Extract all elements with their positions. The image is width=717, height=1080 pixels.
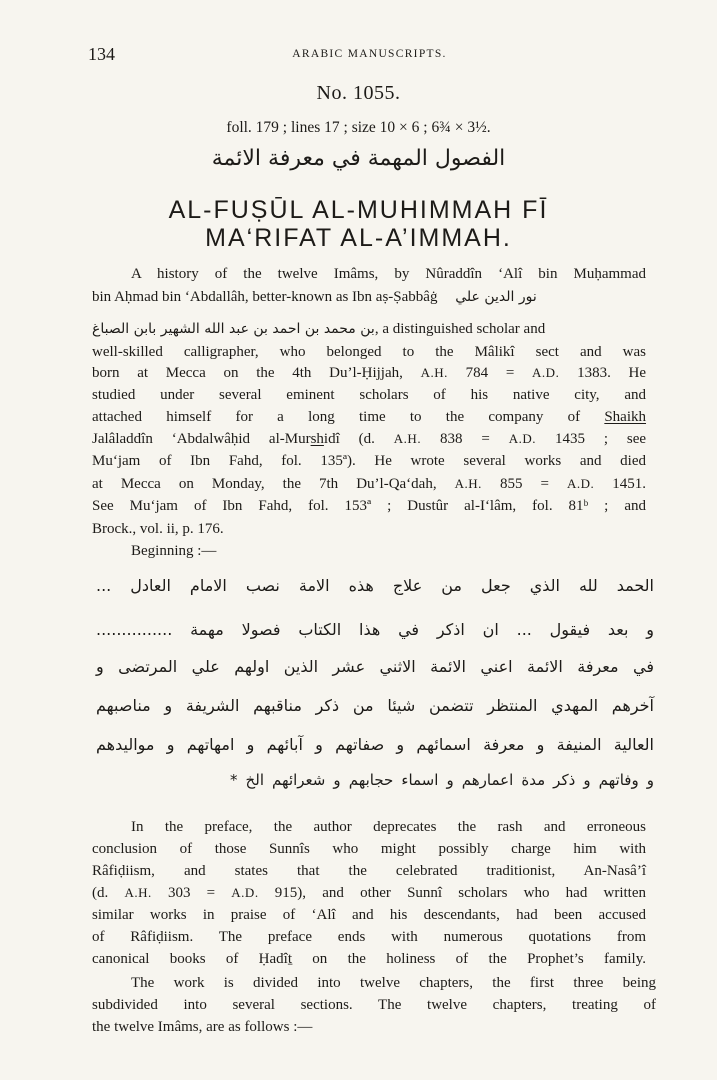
era-label: A.D. xyxy=(231,885,259,900)
arabic-title: الفصول المهمة في معرفة الائمة xyxy=(211,146,506,171)
page-number: 134 xyxy=(88,44,115,64)
era-label: A.H. xyxy=(454,476,482,491)
preface-line: In the preface, the author deprecates the rash and erroneous xyxy=(131,819,646,835)
description-text: 855 = xyxy=(499,476,549,492)
era-label: A.D. xyxy=(508,431,537,446)
description-line: A history of the twelve Imâms, by Nûraddîn ‘Alî bin Muḥammad xyxy=(131,266,646,282)
preface-line xyxy=(92,884,646,902)
description-line: See Mu‘jam of Ibn Fahd, fol. 153ª ; Dustûr al-I‘lâm, fol. 81ᵇ ; and xyxy=(92,498,646,514)
description-text: at Mecca on Monday, the 7th Du’l-Qa‘dah, xyxy=(92,476,437,492)
description-line xyxy=(92,430,646,448)
era-label: A.H. xyxy=(393,431,422,446)
description-text: idî (d. xyxy=(323,431,375,447)
running-head xyxy=(88,44,651,70)
beginning-label: Beginning :— xyxy=(131,543,217,559)
era-label: A.D. xyxy=(532,365,560,380)
description-line xyxy=(92,475,646,493)
collation: foll. 179 ; lines 17 ; size 10 × 6 ; 6¾ × 3½. xyxy=(226,119,491,136)
division-line: subdivided into several sections. The twelve chapters, treating of xyxy=(92,997,656,1013)
running-title: ARABIC MANUSCRIPTS. xyxy=(292,48,447,60)
arabic-incipit-line: و وفاتهم و ذكر مدة اعمارهم و اسماء حجابهم و شعرائهم الخ * xyxy=(230,771,654,789)
description-line: Mu‘jam of Ibn Fahd, fol. 135ª). He wrote several works and died xyxy=(92,453,646,469)
description-line: well-skilled calligrapher, who belonged to the Mâlikî sect and was xyxy=(92,344,646,360)
preface-text: 303 = xyxy=(167,885,216,901)
division-line: the twelve Imâms, are as follows :— xyxy=(92,1019,313,1035)
description-text: bin Aḥmad bin ‘Abdallâh, better-known as Ibn aṣ-Ṣabbâġ xyxy=(92,289,438,305)
era-label: A.D. xyxy=(566,476,595,491)
era-label: A.H. xyxy=(124,885,152,900)
arabic-name: نور الدين علي xyxy=(455,289,537,305)
preface-line: conclusion of those Sunnîs who might possibly charge him with xyxy=(92,841,646,857)
title-line-1: AL-FUṢŪL AL-MUHIMMAH FĪ xyxy=(168,196,549,224)
entry-number: No. 1055. xyxy=(316,82,401,104)
division-line: The work is divided into twelve chapters, the first three being xyxy=(131,975,656,991)
underlined-term: Shaikh xyxy=(604,409,647,425)
description-text: 1383. He xyxy=(577,365,647,381)
description-line xyxy=(92,320,646,338)
description-text: 784 = xyxy=(465,365,515,381)
arabic-name: بن محمد بن احمد بن عبد الله الشهير بابن الصباغ xyxy=(92,321,375,337)
arabic-incipit-line: آخرهم المهدي المنتظر تتضمن شيئا من ذكر مناقبهم الشريفة و مناصبهم xyxy=(96,696,654,715)
arabic-incipit-line: و بعد فيقول ... ان اذكر في هذا الكتاب فصولا مهمة ............... xyxy=(96,620,654,639)
preface-text: 915), and other Sunnî scholars who had written xyxy=(274,885,647,901)
description-text: 838 = xyxy=(439,431,490,447)
preface-line: Râfiḍiism, and states that the celebrated traditionist, An-Nasâ’î xyxy=(92,863,646,879)
description-line xyxy=(92,408,646,426)
preface-text: (d. xyxy=(92,885,109,901)
description-line: Brock., vol. ii, p. 176. xyxy=(92,521,224,537)
arabic-incipit-line: الحمد لله الذي جعل من علاج هذه الامة نصب الامام العادل ... xyxy=(96,576,654,595)
preface-line: similar works in praise of ‘Alî and his descendants, had been accused xyxy=(92,907,646,923)
description-text: 1435 ; see xyxy=(554,431,647,447)
description-text: , a distinguished scholar and xyxy=(374,321,546,337)
preface-line: canonical books of Ḥadîṯ on the holiness of the Prophet’s family. xyxy=(92,951,646,967)
description-line xyxy=(92,364,646,382)
description-line: studied under several eminent scholars of his native city, and xyxy=(92,387,646,403)
title-line-2: MA‘RIFAT AL-A’IMMAH. xyxy=(205,224,512,252)
era-label: A.H. xyxy=(420,365,448,380)
description-text: born at Mecca on the 4th Du’l-Ḥijjah, xyxy=(92,365,403,381)
arabic-incipit-line: العالية المنيفة و معرفة اسمائهم و صفاتهم و آبائهم و امهاتهم و مواليدهم xyxy=(96,735,654,754)
description-text: 1451. xyxy=(612,476,647,492)
description-text: attached himself for a long time to the company of xyxy=(92,409,581,425)
arabic-incipit-line: في معرفة الائمة اعني الائمة الاثني عشر الذين اولهم علي المرتضى و xyxy=(96,657,654,676)
description-line xyxy=(92,288,646,306)
preface-line: of Râfiḍiism. The preface ends with numerous quotations from xyxy=(92,929,646,945)
description-text: Jalâladdîn ‘Abdalwâḥid al-Mur xyxy=(92,431,311,447)
underlined-term: sh xyxy=(310,431,324,447)
